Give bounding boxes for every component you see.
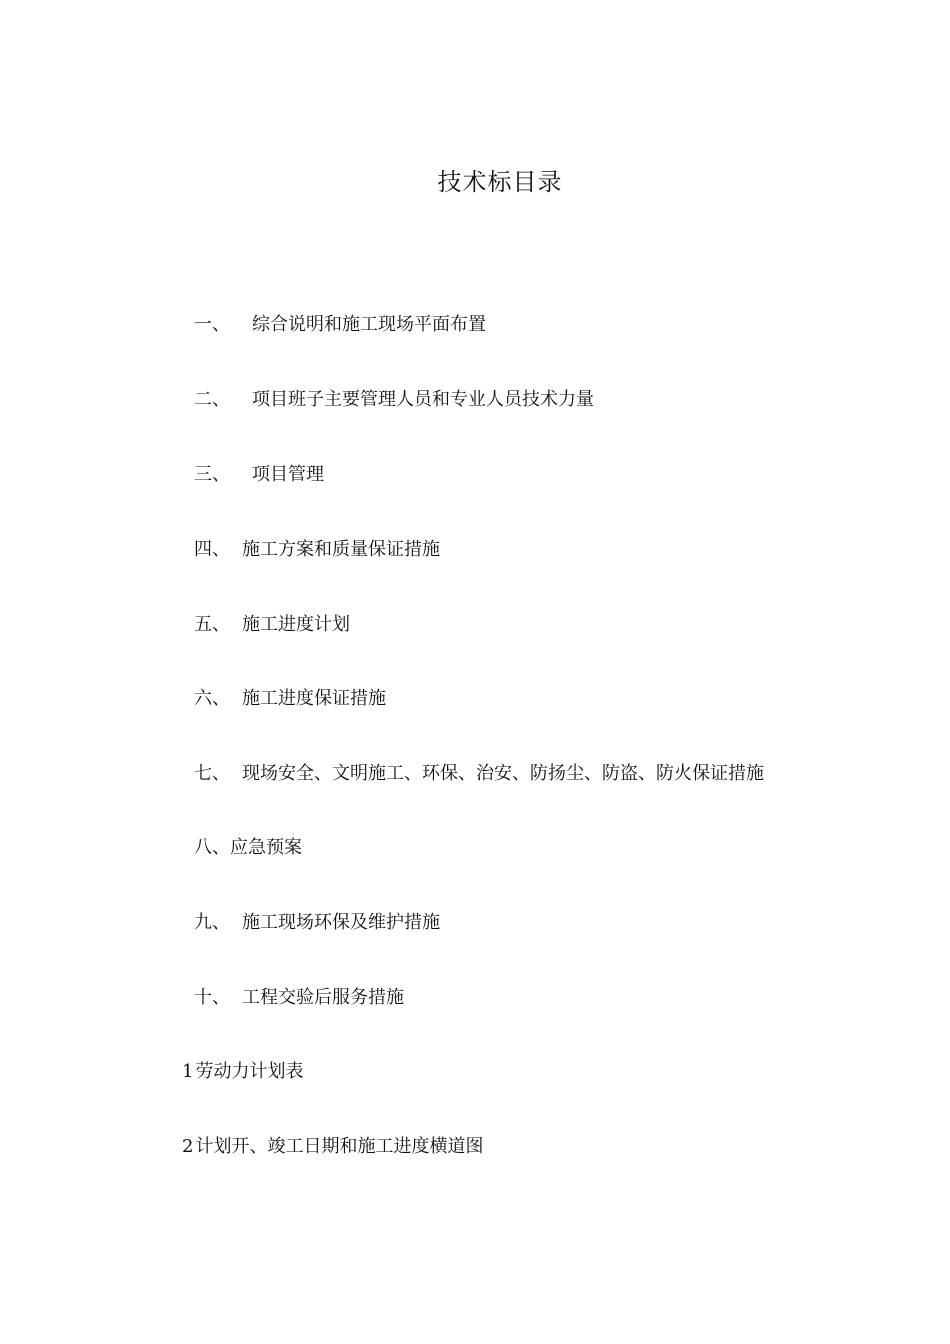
toc-item-11 — [182, 1060, 303, 1084]
toc-item-5 — [194, 613, 350, 637]
toc-item-number: 八、 — [194, 837, 230, 858]
toc-item-1 — [194, 313, 486, 337]
toc-item-number: 二、 — [194, 389, 230, 410]
toc-item-number: 九、 — [194, 912, 230, 933]
toc-item-number: 七、 — [194, 763, 230, 784]
toc-item-text: 计划开、竣工日期和施工进度横道图 — [195, 1136, 484, 1157]
toc-item-text: 项目班子主要管理人员和专业人员技术力量 — [252, 389, 594, 410]
toc-item-text: 施工进度计划 — [242, 614, 350, 635]
toc-item-number: 五、 — [194, 614, 230, 635]
toc-item-number: 1 — [182, 1061, 194, 1082]
toc-item-text: 施工方案和质量保证措施 — [242, 539, 440, 560]
toc-item-12 — [182, 1135, 483, 1159]
toc-item-number: 2 — [182, 1136, 194, 1157]
toc-item-6 — [194, 687, 386, 711]
toc-item-9 — [194, 911, 440, 935]
toc-item-2 — [194, 388, 594, 412]
toc-item-3 — [194, 463, 324, 487]
toc-item-text: 现场安全、文明施工、环保、治安、防扬尘、防盗、防火保证措施 — [242, 763, 764, 784]
toc-item-text: 工程交验后服务措施 — [242, 987, 404, 1008]
toc-item-10 — [194, 986, 404, 1010]
toc-item-text: 施工进度保证措施 — [242, 688, 386, 709]
toc-item-number: 十、 — [194, 987, 230, 1008]
toc-item-text: 综合说明和施工现场平面布置 — [252, 314, 486, 335]
toc-item-text: 项目管理 — [252, 464, 324, 485]
toc-item-text: 劳动力计划表 — [195, 1061, 304, 1082]
toc-item-number: 六、 — [194, 688, 230, 709]
toc-item-number: 一、 — [194, 314, 230, 335]
toc-item-8 — [194, 836, 302, 860]
toc-item-number: 四、 — [194, 539, 230, 560]
toc-item-number: 三、 — [194, 464, 230, 485]
page-title: 技术标目录 — [437, 168, 563, 196]
toc-item-7 — [194, 762, 764, 786]
toc-item-4 — [194, 538, 440, 562]
toc-item-text: 施工现场环保及维护措施 — [242, 912, 440, 933]
toc-item-text: 应急预案 — [230, 837, 302, 858]
